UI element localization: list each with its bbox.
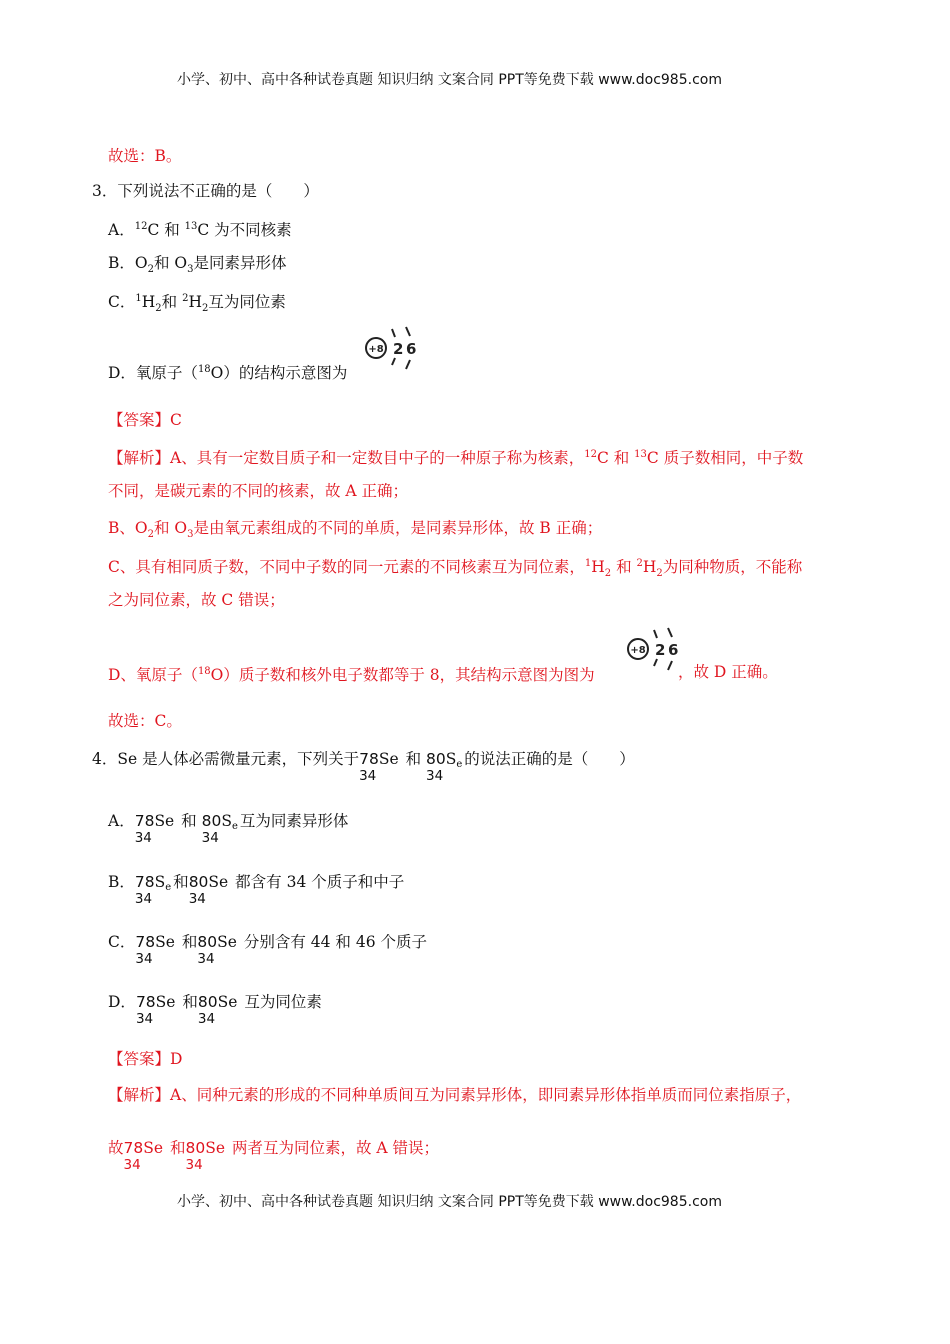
q3-explanation-a-line2: 不同，是碳元素的不同的核素，故 A 正确； — [108, 482, 409, 500]
shell-arc — [668, 628, 672, 637]
shell-arc — [392, 358, 395, 365]
page-header: 小学、初中、高中各种试卷真题 知识归纳 文案合同 PPT等免费下载 www.doc985.com — [177, 72, 722, 88]
shell-arc — [406, 327, 410, 336]
q3-explanation-c-line1: C、具有相同质子数，不同中子数的同一元素的不同核素互为同位素，$^1H_2$ 和 $^2H_2$为同种物质，不能称 — [108, 558, 803, 579]
page-footer: 小学、初中、高中各种试卷真题 知识归纳 文案合同 PPT等免费下载 www.doc985.com — [177, 1194, 722, 1210]
q4-explanation-a-line1: 【解析】A、同种元素的形成的不同种单质间互为同素异形体，即同素异形体指单质而同位素指原子， — [108, 1086, 802, 1104]
q3-option-b: B．$O_2$和 $O_3$是同素异形体 — [108, 254, 287, 275]
shell-arc — [668, 661, 672, 670]
q3-explanation-d: D、氧原子（$^{18}$O）质子数和核外电子数都等于 8，其结构示意图为图为 — [108, 666, 595, 684]
q3-option-d: D．氧原子（$^{18}$O）的结构示意图为 — [108, 364, 348, 382]
q4-option-c: C．78Se 34 和80Se 34 分别含有 44 和 46 个质子 — [108, 933, 427, 967]
isotope-se78: 78Se 34 — [359, 750, 399, 784]
q3-explanation-d-end: ，故 D 正确。 — [678, 663, 778, 681]
shell-arc — [392, 329, 395, 337]
isotope-se80: 80Se 34 — [426, 750, 463, 784]
shell-arc — [654, 659, 657, 666]
oxygen-atom-structure-diagram — [624, 626, 684, 676]
nucleus-charge: +8 — [368, 344, 384, 355]
q4-answer: 【答案】D — [108, 1050, 183, 1068]
q4-option-d: D．78Se 34 和80Se 34 互为同位素 — [108, 993, 322, 1027]
shell-2-electrons: 6 — [668, 641, 679, 659]
q3-choice: 故选：C。 — [108, 712, 182, 730]
q3-stem: 3．下列说法不正确的是（ ） — [92, 182, 319, 200]
q4-explanation-a-line2: 故78Se 34 和80Se 34 两者互为同位素，故 A 错误； — [108, 1139, 440, 1173]
shell-2-electrons: 6 — [406, 340, 417, 358]
q4-option-b: B．78Se 34 和80Se 34 都含有 34 个质子和中子 — [108, 873, 405, 907]
shell-arc — [406, 360, 410, 369]
oxygen-atom-structure-diagram — [362, 325, 422, 375]
q3-explanation-a-line1: 【解析】A、具有一定数目质子和一定数目中子的一种原子称为核素，$^{12}$C 和 $^{13}$C 质子数相同，中子数 — [108, 449, 804, 467]
shell-1-electrons: 2 — [393, 340, 404, 358]
q3-explanation-c-line2: 之为同位素，故 C 错误； — [108, 591, 285, 609]
q4-stem: 4．Se 是人体必需微量元素，下列关于78Se 34 和 80Se 34 的说法正确的是（ ） — [92, 750, 635, 784]
q3-option-a: A．$^{12}$C 和 $^{13}$C 为不同核素 — [108, 221, 292, 239]
q3-answer: 【答案】C — [108, 411, 182, 429]
shell-1-electrons: 2 — [655, 641, 666, 659]
q4-option-a: A．78Se 34 和 80Se 34 互为同素异形体 — [108, 812, 349, 846]
previous-choice: 故选：B。 — [108, 147, 182, 165]
nucleus-charge: +8 — [630, 645, 646, 656]
q3-explanation-b: B、$O_2$和 $O_3$是由氧元素组成的不同的单质，是同素异形体，故 B 正确； — [108, 519, 603, 540]
q3-option-c: C．$^1H_2$和 $^2H_2$互为同位素 — [108, 293, 286, 314]
shell-arc — [654, 630, 657, 638]
